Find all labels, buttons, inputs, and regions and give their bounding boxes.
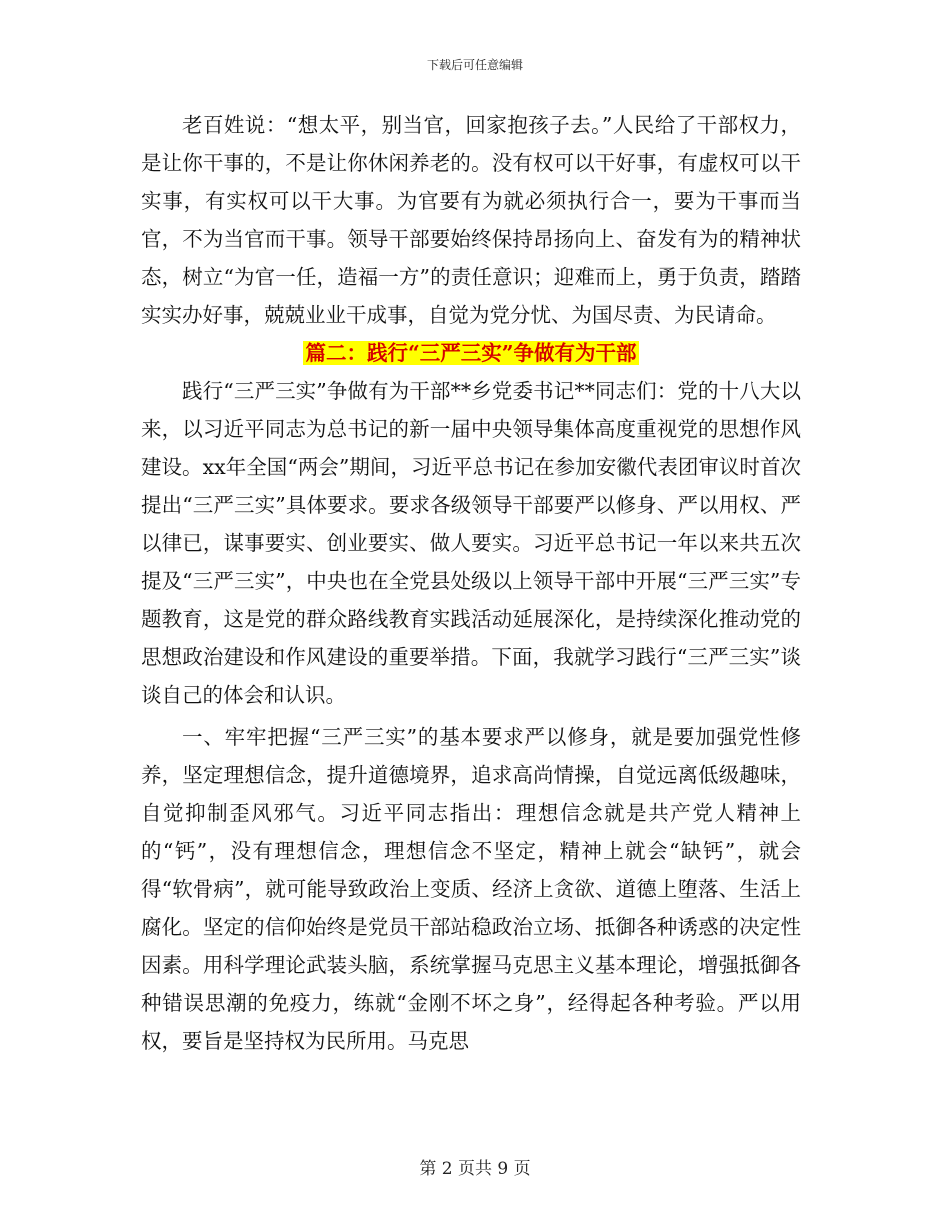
body-paragraph-1: 老百姓说：“想太平，别当官，回家抱孩子去。”人民给了干部权力，是让你干事的，不是让你休闲养老的。没有权可以干好事，有虚权可以干实事，有实权可以干大事。为官要有为就必须执行合一，要为干事而当官，不为当官而干事。领导干部要始终保持昂扬向上、奋发有为的精神状态，树立“为官一任，造福一方”的责任意识；迎难而上，勇于负责，踏踏实实办好事，兢兢业业干成事，自觉为党分忧、为国尽责、为民请命。	[141, 113, 801, 327]
body-paragraph-3: 一、牢牢把握“三严三实”的基本要求严以修身，就是要加强党性修养，坚定理想信念，提升道德境界，追求高尚情操，自觉远离低级趣味，自觉抑制歪风邪气。习近平同志指出：理想信念就是共产党人精神上的“钙”，没有理想信念，理想信念不坚定，精神上就会“缺钙”，就会得“软骨病”，就可能导致政治上变质、经济上贪欲、道德上堕落、生活上腐化。坚定的信仰始终是党员干部站稳政治立场、抵御各种诱惑的决定性因素。用科学理论武装头脑，系统掌握马克思主义基本理论，增强抵御各种错误思潮的免疫力，练就“金刚不坏之身”，经得起各种考验。严以用权，要旨是坚持权为民所用。马克思	[141, 725, 801, 1053]
body-paragraph-2: 践行“三严三实”争做有为干部**乡党委书记**同志们：党的十八大以来，以习近平同志为总书记的新一届中央领导集体高度重视党的思想作风建设。xx年全国“两会”期间，习近平总书记在参加安徽代表团审议时首次提出“三严三实”具体要求。要求各级领导干部要严以修身、严以用权、严以律已，谋事要实、创业要实、做人要实。习近平总书记一年以来共五次提及“三严三实”，中央也在全党县处级以上领导干部中开展“三严三实”专题教育，这是党的群众路线教育实践活动延展深化，是持续深化推动党的思想政治建设和作风建设的重要举措。下面，我就学习践行“三严三实”谈谈自己的体会和认识。	[141, 379, 801, 707]
document-body	[141, 106, 801, 1060]
page-footer-number: 第 2 页共 9 页	[419, 1159, 531, 1179]
section-title-text: 篇二：践行“三严三实”争做有为干部	[305, 341, 637, 365]
section-title	[141, 334, 801, 372]
page-header-note: 下载后可任意编辑	[426, 58, 523, 72]
